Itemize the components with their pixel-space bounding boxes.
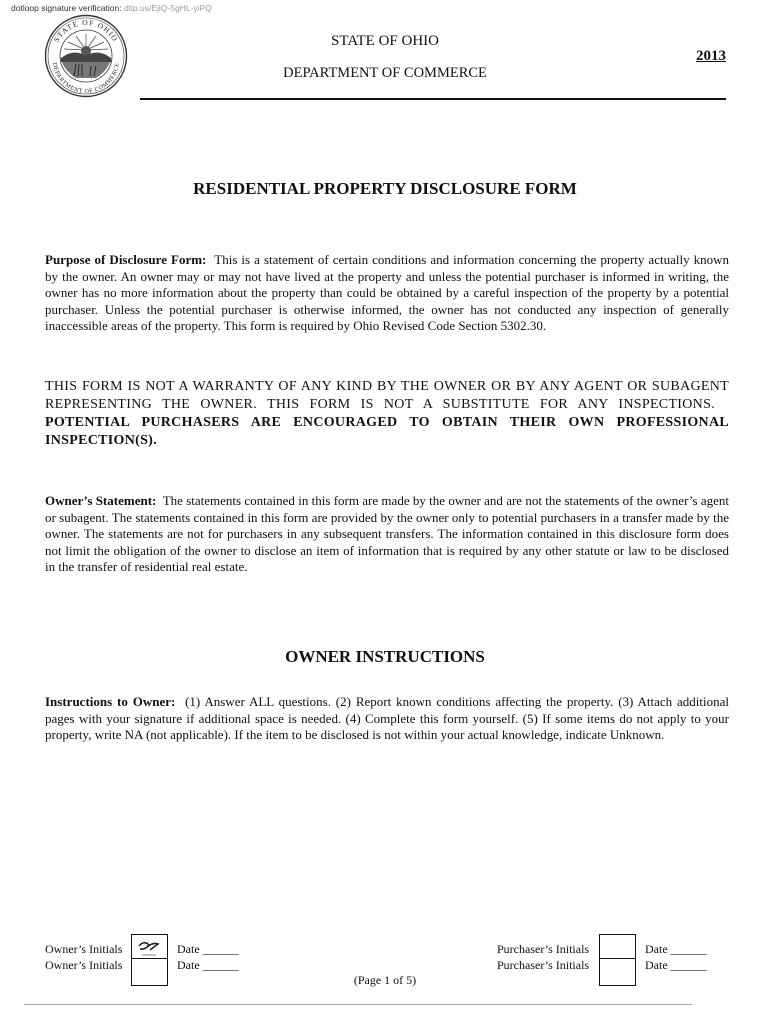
verification-code[interactable]: dtlp.us/EjiQ-5gHL-yiPQ [123,3,212,13]
purchaser-date-2[interactable]: Date ______ [645,958,707,972]
owner-statement-paragraph [45,493,729,576]
owner-date-1[interactable]: Date ______ [177,942,239,956]
purchaser-initials-label-2: Purchaser’s Initials [497,958,590,972]
owner-statement-text: The statements contained in this form are made by the owner and are not the statements of the owner’s agent or subagent. The statements contained in this form are provided by the owner only to potential purchasers in a transfer made by the owner. The statements are not for purchasers in any subsequent transfers. The information contained in this disclosure form does not limit the obligation of the owner to disclose an item of information that is required by any other statute or law to be disclosed in the transfer of residential real estate. [45,493,730,574]
purchaser-initials-box-1[interactable] [599,934,636,959]
page-number: (Page 1 of 5) [353,973,417,987]
warranty-bold: POTENTIAL PURCHASERS ARE ENCOURAGED TO OBTAIN THEIR OWN PROFESSIONAL INSPECTION(S). [45,415,729,448]
purchaser-initials-label-1: Purchaser’s Initials [497,942,590,956]
header-department: DEPARTMENT OF COMMERCE [283,65,487,81]
header-state: STATE OF OHIO [331,33,439,49]
owner-initials-label-1: Owner’s Initials [45,942,123,956]
header-divider [140,98,726,100]
form-year: 2013 [696,48,726,64]
owner-statement-label: Owner’s Statement: [45,493,157,508]
owner-date-2[interactable]: Date ______ [177,958,239,972]
warranty-plain: THIS FORM IS NOT A WARRANTY OF ANY KIND BY THE OWNER OR BY ANY AGENT OR SUBAGENT REPRESENTING THE OWNER. THIS FORM IS NOT A SUBSTITUTE FOR ANY INSPECTIONS. [45,379,729,412]
form-title: RESIDENTIAL PROPERTY DISCLOSURE FORM [193,179,577,198]
owner-instructions-paragraph [45,694,729,744]
owner-instructions-heading: OWNER INSTRUCTIONS [285,647,485,666]
seal-top-text: STATE OF OHIO [51,17,121,44]
owner-initials-signature-icon [136,938,162,960]
warranty-notice [45,378,729,450]
ohio-seal-icon [44,14,128,98]
purchaser-date-1[interactable]: Date ______ [645,942,707,956]
seal-bottom-text: DEPARTMENT OF COMMERCE [51,62,121,96]
page-bottom-rule [24,1004,692,1005]
owner-initials-label-2: Owner’s Initials [45,958,123,972]
instructions-label: Instructions to Owner: [45,694,176,709]
purpose-paragraph [45,252,729,335]
verification-label: dotloop signature verification: [11,3,122,13]
purpose-label: Purpose of Disclosure Form: [45,252,207,267]
instructions-text: (1) Answer ALL questions. (2) Report known conditions affecting the property. (3) Attach additional pages with your signature if additional space is needed. (4) Complete this form yourself. (5) If some items do not apply to your property, write NA (not applicable). If the item to be disclosed is not within your actual knowledge, indicate Unknown. [45,694,730,742]
signature-verification [11,3,212,13]
purpose-text: This is a statement of certain conditions and information concerning the property actually known by the owner. An owner may or may not have lived at the property and unless the potential purchaser is informed in writing, the owner has no more information about the property than could be obtained by a careful inspection of the property by a potential purchaser. Unless the potential purchaser is otherwise informed, the owner has not conducted any inspection of generally inaccessible areas of the property. This form is required by Ohio Revised Code Section 5302.30. [45,252,730,333]
